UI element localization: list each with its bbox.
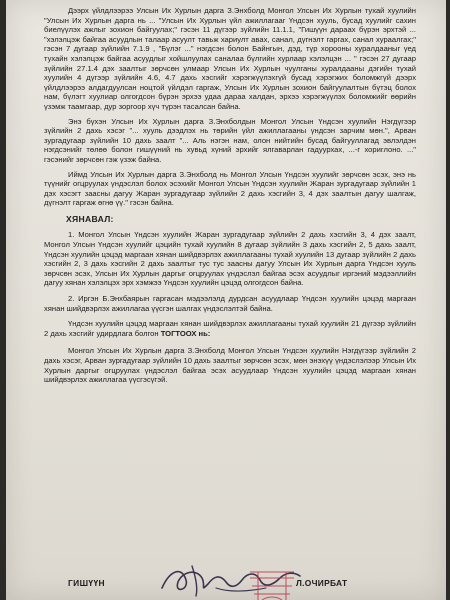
- decision-emphasis: ТОГТООХ нь:: [160, 328, 211, 338]
- seal-stamp: [244, 566, 300, 600]
- signer-role: ГИШҮҮН: [68, 578, 105, 588]
- conclusion-paragraph: Монгол Улсын Их Хурлын дарга З.Энхболд Монгол Улсын Үндсэн хуулийн Нэгдүгээр зүйлийн 2 дахь хэсэг, Арван зургадугаар зүйлийн 10 дахь заалтыг зөрчсөн эсэх, мөн энэхүү үндэслэлээр Улсын Их Хурлын даргыг огцруулах үндэслэл байгаа эсэх асуудлаар Үндсэн хуулийн цэцэд маргаан хянан шийдвэрлэх ажиллагаа үүсгэсүгэй.: [44, 346, 416, 385]
- second-paragraph: Энэ бүхэн Улсын Их Хурлын дарга З.Энхболдын Монгол Улсын Үндсэн хуулийн Нэгдүгээр зүйлийн 2 дахь хэсэг "... хууль дээдлэх нь төрийн үйл ажиллагааны үндсэн зарчим мөн.", Арван зургадугаар зүйлийн 10 дахь заалт "... Аль нэгэн нам, олон нийтийн бусад байгууллагад эвлэлдэн нэгдсэнийг төлөө болон гишүүний нь хувьд хүний эрхийг ялгаварлан гадуурхах, ...-г хориглоно. ..." гэсэнийг зөрчсөн гэж үзэж байна.: [44, 116, 416, 164]
- document-body: [44, 6, 416, 393]
- list-item-2: 2. Иргэн Б.Энхбаярын гаргасан мэдээлэлд дурдсан асуудлаар Үндсэн хуулийн цэцэд маргаан хянан шийдвэрлэх ажиллагаа үүсгэн шалгах үндэслэлтэй байна.: [44, 294, 416, 313]
- signer-name: Л.ОЧИРБАТ: [296, 578, 348, 588]
- decision-text: Үндсэн хуулийн цэцэд маргаан хянан шийдвэрлэх ажиллагааны тухай хуулийн 21 дүгээр зүйлийн 2 дахь хэсгийг удирдлага болгон: [44, 319, 416, 338]
- document-page: [6, 0, 446, 600]
- third-paragraph: Иймд Улсын Их Хурлын дарга З.Энхболд нь Монгол Улсын Үндсэн хуулийг зөрчсөн эсэх, энэ нь түүнийг огцруулах үндэслэл болох эсэхийг Монгол Улсын Үндсэн хуулийн Жаран зургадугаар зүйлийн 1 дэх хэсэгт заасны дагуу Жаран зургадугаар зүйлийн 2 дахь хэсгийн 3, 4 дэх заалтын дагуу шалгаж, дүгнэлт гаргаж өгнө үү." гэсэн байна.: [44, 169, 416, 208]
- intro-paragraph: Дээрх үйлдлээрээ Улсын Их Хурлын дарга З.Энхболд Монгол Улсын Их Хурлын тухай хуулийн "Улсын Их Хурлын дарга нь ... "Улсын Их Хурлын үйл ажиллагааг Үндсэн хууль, бусад хуулийг сахин биелүүлэх ажлыг зохион байгуулах;" гэсэн 11 дүгээр зүйлийн 11.1.1, "Гишүүн дарааx бүрэн эрхтэй ... "хэлэлцэж байгаа асуудлын талаар асуулт тавьж хариулт авах, санал, дүгнэлт гаргах, санал хураалгах;" гэсэн 7 дугаар зүйлийн 7.1.9 , "Бүлэг ..." нэгдсэн болон Байнгын, дэд, түр хорооны хуралдааныг үед тухайн хэлэлцэж байгаа асуудлыг хойшлуулах саналаа бүлгийн хурлаар хэлэлцэн ... " гэсэн 27 дугаар зүйлийн 27.1.4 дэх заалтыг зөрчсөн улмаар Улсын Их Хурлын чуулганы хуралдааны дэгийн тухай хуулийн 4 дүгээр зүйлийн 4.6, 4.7 дахь хэсгийг хэрэгжүүлэхгүй бусад хэрэгжих боломжгүй дээрх үйлдлээрээ алдагдуулсан ноцтой үйлдэл гаргаж, Улсын Их Хурлын зохион байгуулалтын бүтэц болох нам, бүлэгт хуулиар олгогдсон бүрэн эрхээ удаа дараа халдан, эрхээ хэрэгжүүлэх боломжийг өөрийн үзэмж таамгаар, дур зоргоор хүч түрэн тасалсан байна.: [44, 6, 416, 111]
- signature-block: [48, 572, 420, 600]
- section-title: ХЯНАВАЛ:: [66, 213, 114, 224]
- decision-paragraph: [44, 319, 416, 338]
- list-item-1: 1. Монгол Улсын Үндсэн хуулийн Жаран зургадугаар зүйлийн 2 дахь хэсгийн 3, 4 дэх заалт, Монгол Улсын Үндсэн хуулийг цэцийн тухай хуулийн 8 дугаар зүйлийн 3 дахь хэсгийн 2, 5 дахь заалт, Үндсэн хуулийн цэцэд маргаан хянан шийдвэрлэх ажиллагааны тухай хуулийн 13 дугаар зүйлийн 2 дахь хэсгийн 2, 3 дахь хэсгийн 2 дахь заалтыг тус тус заасны дагуу Улсын Их Хурлын дарга Үндсэн хууль зөрчсөн эсэх, Улсын Их Хурлын даргыг огцруулах үндэслэл байгаа эсэх асуудлыг иргэний мэдээллийн дагуу хянан хэлэлцэх эрх хэмжээ Үндсэн хуулийн цэцэд олгогдсон байна.: [44, 230, 416, 288]
